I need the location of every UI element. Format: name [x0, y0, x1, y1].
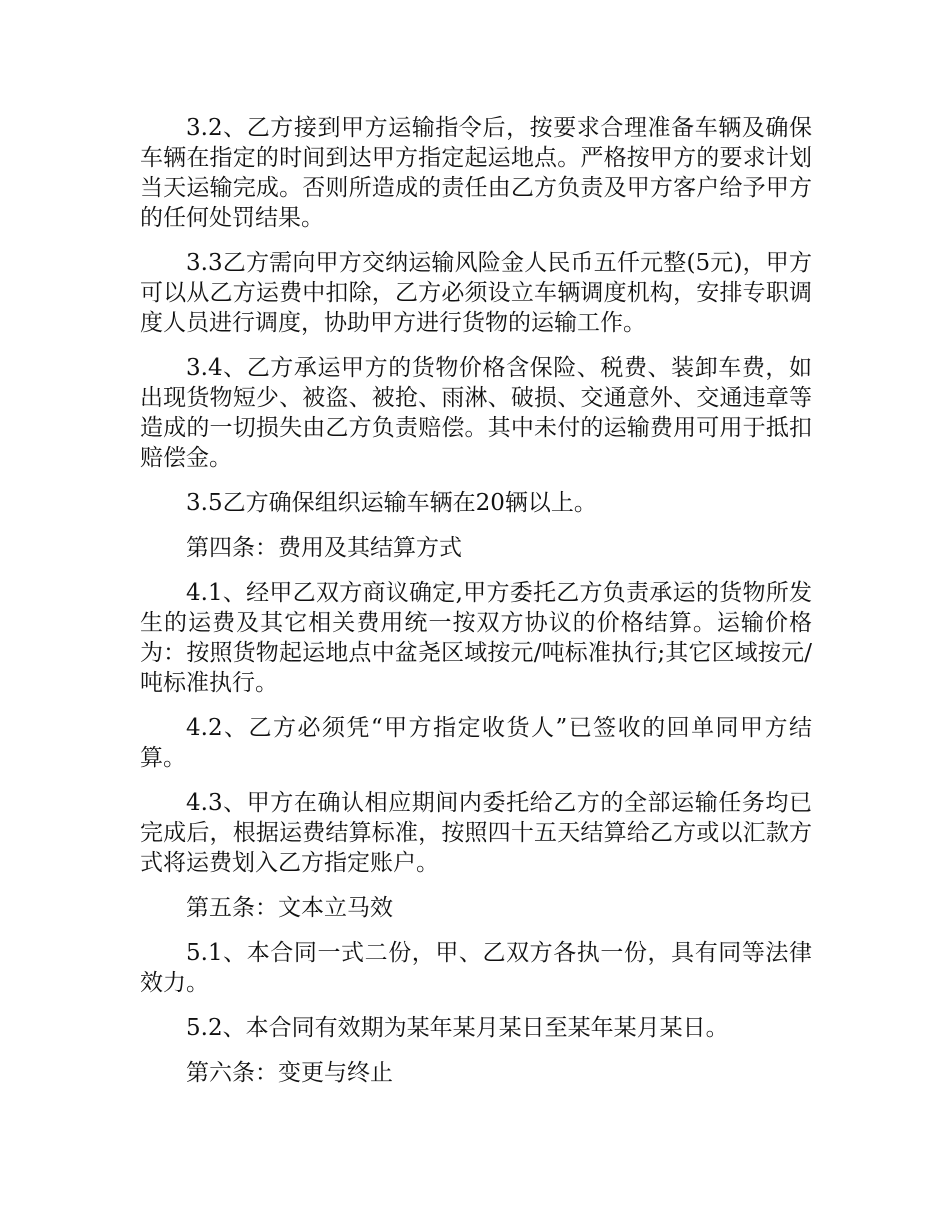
article-6-heading: 第六条：变更与终止	[186, 1060, 393, 1086]
clause-4-2: 4.2、乙方必须凭“甲方指定收货人”已签收的回单同甲方结算。	[140, 715, 812, 771]
article-5-heading: 第五条：文本立马效	[186, 895, 393, 921]
clause-3-5: 3.5乙方确保组织运输车辆在20辆以上。	[186, 490, 597, 516]
document-body	[140, 113, 812, 1103]
clause-3-2: 3.2、乙方接到甲方运输指令后，按要求合理准备车辆及确保车辆在指定的时间到达甲方指定起运地点。严格按甲方的要求计划当天运输完成。否则所造成的责任由乙方负责及甲方客户给予甲方的任何处罚结果。	[140, 115, 812, 231]
clause-4-3: 4.3、甲方在确认相应期间内委托给乙方的全部运输任务均已完成后，根据运费结算标准，按照四十五天结算给乙方或以汇款方式将运费划入乙方指定账户。	[140, 790, 812, 876]
clause-4-1: 4.1、经甲乙双方商议确定,甲方委托乙方负责承运的货物所发生的运费及其它相关费用统一按双方协议的价格结算。运输价格为：按照货物起运地点中盆尧区域按元/吨标准执行;其它区域按元/吨标准执行。	[140, 580, 812, 696]
article-4-heading: 第四条：费用及其结算方式	[186, 535, 462, 561]
clause-3-4: 3.4、乙方承运甲方的货物价格含保险、税费、装卸车费，如出现货物短少、被盗、被抢、雨淋、破损、交通意外、交通违章等造成的一切损失由乙方负责赔偿。其中未付的运输费用可用于抵扣赔偿金。	[140, 355, 812, 471]
clause-5-1: 5.1、本合同一式二份，甲、乙双方各执一份，具有同等法律效力。	[140, 940, 812, 996]
clause-3-3: 3.3乙方需向甲方交纳运输风险金人民币五仟元整(5元)，甲方可以从乙方运费中扣除，乙方必须设立车辆调度机构，安排专职调度人员进行调度，协助甲方进行货物的运输工作。	[140, 250, 812, 336]
clause-5-2: 5.2、本合同有效期为某年某月某日至某年某月某日。	[186, 1015, 729, 1041]
